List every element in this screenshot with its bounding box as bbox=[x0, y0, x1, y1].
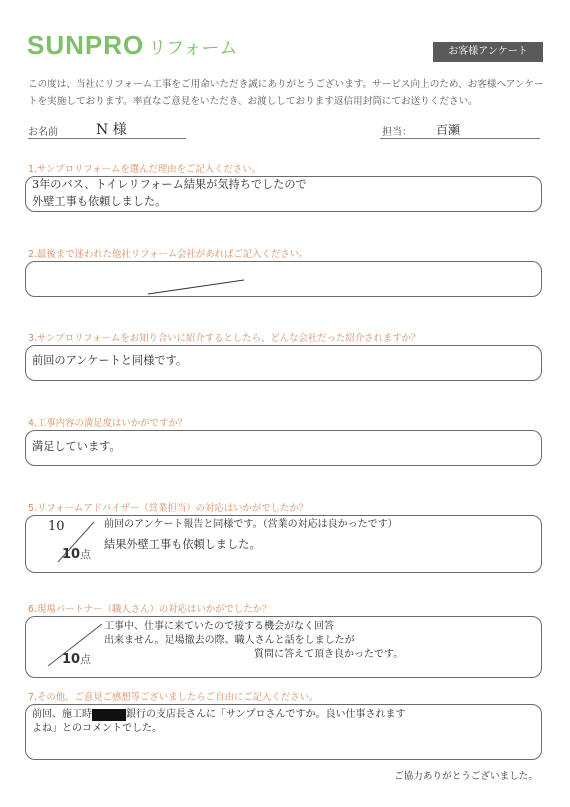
staff-label: 担当： bbox=[382, 127, 412, 138]
answer-4 bbox=[32, 438, 121, 455]
company-logo bbox=[27, 30, 237, 61]
logo-subtitle: リフォーム bbox=[148, 38, 238, 58]
answer-1-line-1: 3年のバス、トイレリフォーム結果が気持ちでしたので bbox=[32, 178, 307, 191]
answer-6-line-3: 質問に答えて頂き良かったです。 bbox=[254, 649, 404, 660]
answer-7 bbox=[32, 708, 536, 736]
name-label: お名前 bbox=[28, 127, 58, 138]
question-3-label: 3.サンプロリフォームをお知り合いに紹介するとしたら、どんな会社だった紹介されますか？ bbox=[28, 333, 421, 344]
score-6-printed bbox=[62, 651, 91, 667]
answer-6-line-2: 出来ません。足場撤去の際、職人さんと話をしましたが bbox=[104, 635, 355, 646]
staff-value: 百瀬 bbox=[436, 123, 461, 137]
score-6-unit: 点 bbox=[80, 653, 92, 666]
score-5-unit: 点 bbox=[80, 548, 92, 561]
answer-7-line-1-start: 前回、施工時 bbox=[32, 709, 92, 720]
logo-brand: SUNPRO bbox=[27, 30, 145, 60]
answer-3 bbox=[32, 352, 187, 369]
score-6-value: 10 bbox=[62, 652, 81, 667]
survey-badge: お客様アンケート bbox=[433, 42, 543, 62]
answer-2-strike-line bbox=[146, 278, 246, 298]
name-value: N 様 bbox=[96, 122, 127, 138]
score-5-printed bbox=[62, 546, 91, 562]
question-1-label: 1.サンプロリフォームを選んだ理由をご記入ください。 bbox=[28, 164, 262, 175]
answer-3-line-1: 前回のアンケートと同様です。 bbox=[32, 354, 188, 367]
score-5-handwritten: 10 bbox=[48, 519, 65, 534]
answer-1-line-2: 外壁工事も依頼しました。 bbox=[32, 195, 167, 208]
score-5-value: 10 bbox=[62, 547, 81, 562]
answer-7-line-2: よね」とのコメントでした。 bbox=[32, 723, 162, 734]
answer-4-line-1: 満足しています。 bbox=[32, 440, 121, 453]
thanks-text: ご協力ありがとうございました。 bbox=[394, 771, 538, 782]
answer-box-2 bbox=[25, 261, 542, 297]
staff-field bbox=[380, 118, 540, 139]
answer-6-line-1: 工事中、仕事に来ていたので接する機会がなく回答 bbox=[104, 621, 334, 632]
answer-7-line-1 bbox=[32, 708, 536, 722]
question-7-label: 7.その他、ご意見ご感想等ございましたらご自由にご記入ください。 bbox=[28, 692, 319, 703]
answer-5-line-2: 結果外壁工事も依頼しました。 bbox=[104, 538, 261, 551]
answer-6 bbox=[104, 620, 536, 662]
question-5-label: 5.リフォームアドバイザー（営業担当）の対応はいかがでしたか？ bbox=[28, 503, 309, 514]
intro-text: この度は、当社にリフォーム工事をご用命いただき誠にありがとうございます。サービス向上のため、お客様へアンケートを実施しております。率直なご意見をいただき、お渡ししております返信用封筒にてお送りください。 bbox=[28, 79, 544, 107]
answer-7-line-1-end: 銀行の支店長さんに「サンプロさんですか。良い仕事されます bbox=[126, 709, 406, 720]
name-field bbox=[28, 118, 186, 139]
question-6-label: 6.現場パートナー（職人さん）の対応はいかがでしたか？ bbox=[28, 604, 272, 615]
question-2-label: 2.最後まで迷われた他社リフォーム会社があればご記入ください。 bbox=[28, 249, 309, 260]
redacted-block bbox=[92, 709, 126, 721]
answer-5-line-1: 前回のアンケート報告と同様です。（営業の対応は良かったです） bbox=[104, 519, 398, 530]
answer-5 bbox=[104, 518, 536, 552]
answer-1 bbox=[32, 176, 307, 210]
question-4-label: 4.工事内容の満足度はいかがですか？ bbox=[28, 418, 187, 429]
